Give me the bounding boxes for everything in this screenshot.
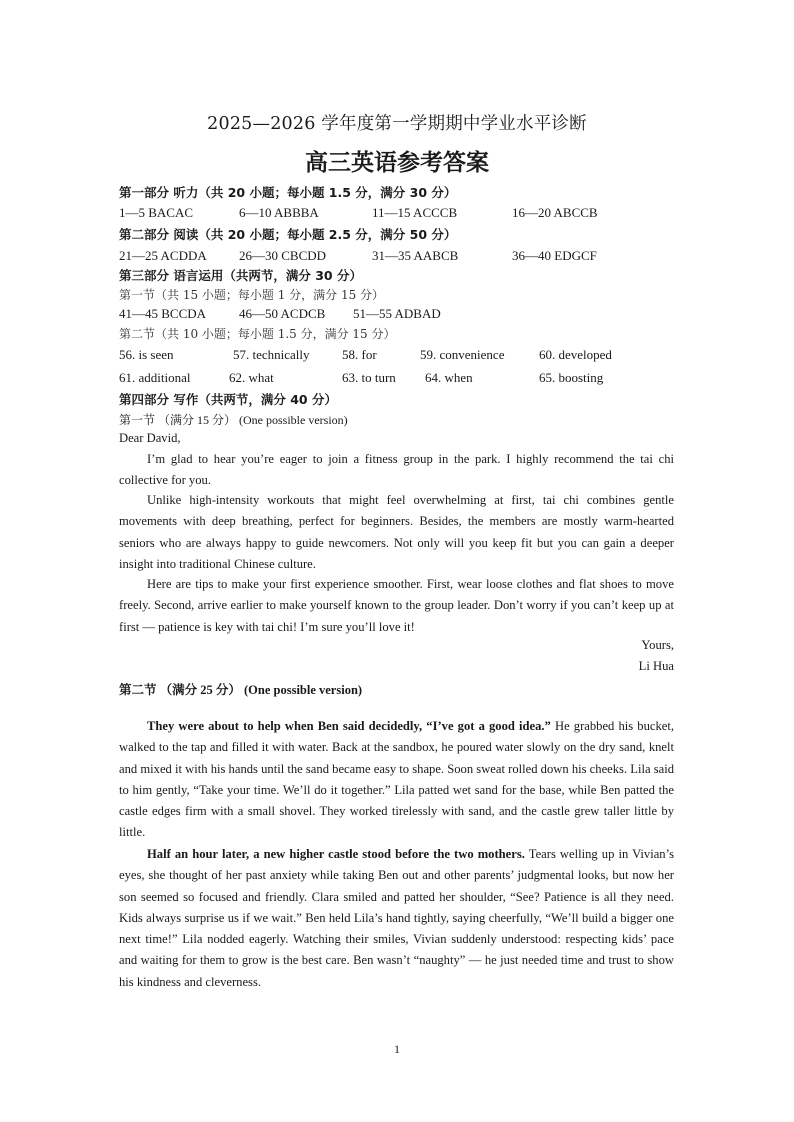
part3-heading: 第三部分 语言运用（共两节，满分 30 分） [119, 268, 362, 283]
part4-section1-heading: 第一节 （满分 15 分） (One possible version) [119, 413, 348, 427]
answer-group: 1—5 BACAC [119, 205, 194, 220]
answer-group: 6—10 ABBBA [239, 205, 319, 220]
part2-heading: 第二部分 阅读（共 20 小题；每小题 2.5 分，满分 50 分） [119, 227, 457, 242]
answer-group: 11—15 ACCCB [372, 205, 458, 220]
story-body: Tears welling up in Vivian’s eyes, she thought of her past anxiety while taking Ben out and other parents’ judgmental looks, but now her son seemed so focused and friendly. Clara smiled and patted her shoulder, “See? Patience is all they need. Kids always surprise us if we wait.” Ben held Lila’s hand tightly, saying cheerfully, “We’ll build a bigger one next time!” Lila nodded eagerly. Watching their smiles, Vivian suddenly understood: respecting kids’ pace and waiting for them to grow is the best care. Ben wasn’t “naughty” — he just needed time and trust to show his kindness and cleverness. [119, 847, 674, 989]
fill-answer: 56. is seen [119, 347, 174, 362]
letter-greeting: Dear David, [119, 431, 181, 445]
answer-key-title: 高三英语参考答案 [305, 150, 489, 176]
answer-group: 36—40 EDGCF [512, 248, 597, 263]
part3-section2-heading: 第二节（共 10 小题；每小题 1.5 分，满分 15 分） [119, 327, 396, 341]
story-paragraph [119, 844, 674, 993]
part3-section1-heading: 第一节（共 15 小题；每小题 1 分，满分 15 分） [119, 288, 385, 302]
part1-heading: 第一部分 听力（共 20 小题；每小题 1.5 分，满分 30 分） [119, 185, 457, 200]
story-lead-sentence: Half an hour later, a new higher castle stood before the two mothers. [147, 847, 525, 861]
answer-group: 46—50 ACDCB [239, 306, 326, 321]
letter-closing: Yours, [641, 638, 674, 652]
fill-answer: 61. additional [119, 370, 191, 385]
part4-heading: 第四部分 写作（共两节，满分 40 分） [119, 392, 337, 407]
letter-paragraph: Unlike high-intensity workouts that might feel overwhelming at first, tai chi combines gentle movements with deep breathing, perfect for beginners. Besides, the members are mostly warm-hearted seniors who are always happy to guide newcomers. Not only will you keep fit but you can gain a deeper insight into traditional Chinese culture. [119, 493, 674, 571]
fill-answer: 60. developed [539, 347, 612, 362]
answer-group: 41—45 BCCDA [119, 306, 207, 321]
fill-answer: 57. technically [233, 347, 310, 362]
exam-title: 2025—2026 学年度第一学期期中学业水平诊断 [207, 114, 587, 134]
fill-answer: 64. when [425, 370, 473, 385]
story-body: He grabbed his bucket, walked to the tap and filled it with water. Back at the sandbox, he poured water slowly on the dry sand, knelt and mixed it with his hands until the sand became easy to shape. Soon sweat rolled down his cheeks. Lila said to him gently, “Take your time. We’ll do it together.” Lila patted wet sand for the base, while Ben patted the castle edges firm with a small shovel. They worked tirelessly with sand, and the castle grew taller little by little. [119, 719, 674, 840]
fill-answer: 58. for [342, 347, 377, 362]
fill-answer: 65. boosting [539, 370, 604, 385]
fill-answer: 63. to turn [342, 370, 396, 385]
fill-answer: 59. convenience [420, 347, 505, 362]
letter-paragraph: I’m glad to hear you’re eager to join a fitness group in the park. I highly recommend the tai chi collective for you. [119, 452, 674, 488]
fill-answer: 62. what [229, 370, 274, 385]
answer-group: 16—20 ABCCB [512, 205, 598, 220]
part4-section2-heading: 第二节 （满分 25 分） (One possible version) [119, 683, 363, 697]
page-number: 1 [394, 1042, 400, 1056]
letter-paragraph: Here are tips to make your first experience smoother. First, wear loose clothes and flat shoes to move freely. Second, arrive earlier to make yourself known to the group leader. Don’t worry if you can’t keep up at first — patience is key with tai chi! I’m sure you’ll love it! [119, 577, 674, 634]
letter-signature: Li Hua [638, 659, 674, 673]
story-paragraph [119, 716, 674, 844]
answer-group: 26—30 CBCDD [239, 248, 327, 263]
answer-group: 31—35 AABCB [372, 248, 459, 263]
story-lead-sentence: They were about to help when Ben said decidedly, “I’ve got a good idea.” [147, 719, 551, 733]
answer-group: 21—25 ACDDA [119, 248, 207, 263]
answer-group: 51—55 ADBAD [353, 306, 441, 321]
